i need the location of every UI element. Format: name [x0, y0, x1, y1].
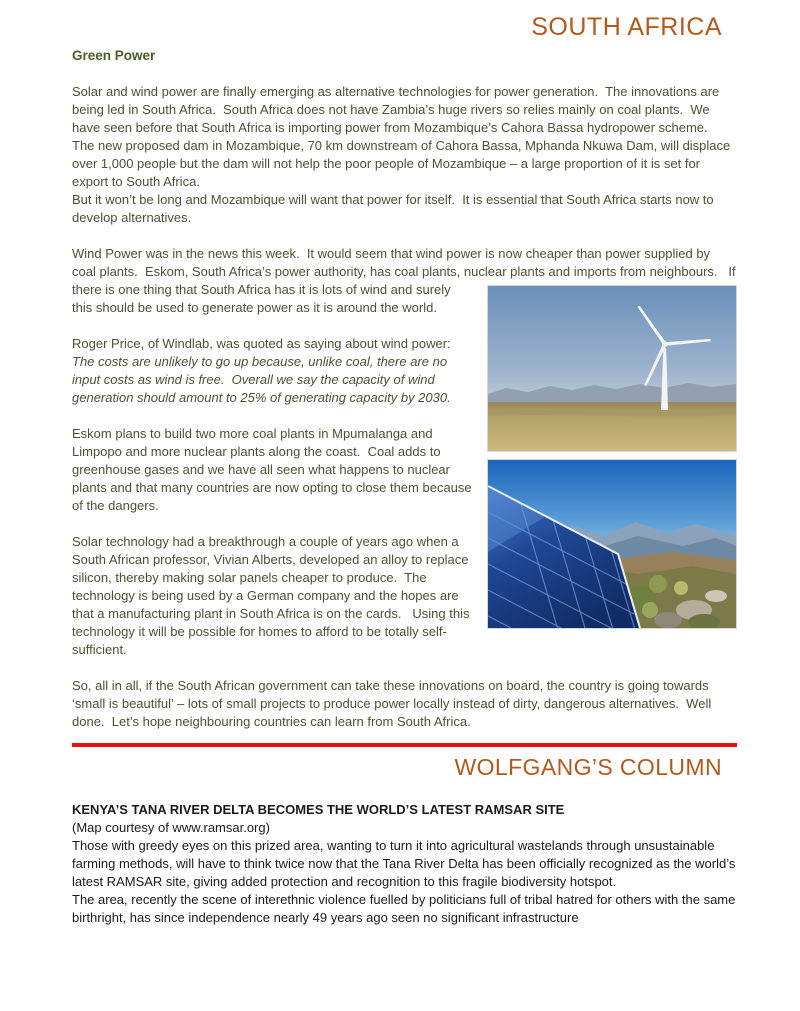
- grass-field: [488, 402, 736, 451]
- section-heading-green-power: Green Power: [72, 48, 156, 63]
- paragraph-text: Eskom plans to build two more coal plants in Mpumalanga and Limpopo and more nuclear plants along the coast. Coal adds to greenhouse gases and we have all seen what happens to nuclear plants and that many countries are now opting to close them because of the dangers.: [72, 426, 476, 513]
- paragraph-text: Solar technology had a breakthrough a couple of years ago when a South African professor, Vivian Alberts, developed an alloy to replace silicon, thereby making solar panels cheaper to produce. The technology is being used by a German company and the hopes are that a manufacturing plant in South Africa is on the cards. Using this technology it will be possible for homes to afford to be totally self-sufficient.: [72, 534, 474, 657]
- photo-column: [487, 285, 737, 629]
- paragraph-text: Wind Power was in the news this week. It would seem that wind power is now cheaper than power supplied by coal plants. Eskom, South Africa’s power authority, has coal plants, nuclear plants and imports: [72, 246, 714, 279]
- paragraph-text: from neighbours. If there is one thing that South Africa has it is lots of wind and surely this should be used to generate power as it is around the world.: [72, 264, 740, 315]
- solar-panels-photo: [487, 459, 737, 629]
- quote-text: The costs are unlikely to go up because, unlike coal, there are no input costs as wind is free. Overall we say the capacity of wind generation should amount to 25% of generating capacity by 2030.: [72, 354, 451, 405]
- paragraph-tana-area: The area, recently the scene of interethnic violence fuelled by politicians full of tribal hatred for others with the same birthright, has since independence nearly 49 years ago seen no significant infrastructure: [72, 892, 739, 925]
- map-credit: (Map courtesy of www.ramsar.org): [72, 820, 270, 835]
- wind-turbine-photo: [487, 285, 737, 452]
- page-title: SOUTH AFRICA: [531, 13, 722, 41]
- section-heading-ramsar: KENYA’S TANA RIVER DELTA BECOMES THE WORLD’S LATEST RAMSAR SITE: [72, 802, 565, 817]
- column-title: WOLFGANG’S COLUMN: [454, 754, 722, 780]
- paragraph-text: Solar and wind power are finally emerging as alternative technologies for power generation. The innovations are being led in South Africa. South Africa does not have Zambia’s huge rivers so relies mainly on coal plants. We have seen before that South Africa is importing power from Mozambique’s Cahora Bassa hydropower scheme. The new proposed dam in Mozambique, 70 km downstream of Cahora Bassa, Mphanda Nkuwa Dam, will displace over 1,000 people but the dam will not help the poor people of Mozambique – a large proportion of it is set for export to South Africa.: [72, 84, 734, 189]
- paragraph-conclusion: [72, 677, 737, 731]
- green-power-section: [72, 47, 740, 731]
- paragraph-text: But it won’t be long and Mozambique will want that power for itself. It is essential that South Africa starts now to develop alternatives.: [72, 192, 718, 225]
- paragraph-text: Roger Price, of Windlab, was quoted as saying about wind power:: [72, 336, 451, 351]
- red-divider: [72, 743, 737, 747]
- paragraph-intro: [72, 83, 737, 227]
- wolfgang-column-section: [72, 801, 737, 927]
- paragraph-ramsar: Those with greedy eyes on this prized area, wanting to turn it into agricultural wastelands through unsustainable farming methods, will have to think twice now that the Tana River Delta has been officially recognized as the world’s latest RAMSAR site, giving added protection and recognition to this fragile biodiversity hotspot.: [72, 838, 739, 889]
- paragraph-wind-power: [72, 245, 740, 317]
- paragraph-text: So, all in all, if the South African government can take these innovations on board, the country is going towards ‘small is beautiful’ – lots of small projects to produce power locally instead of dirty, dangerous alternatives. Well done. Let’s hope neighbouring countries can learn from South Africa.: [72, 678, 715, 729]
